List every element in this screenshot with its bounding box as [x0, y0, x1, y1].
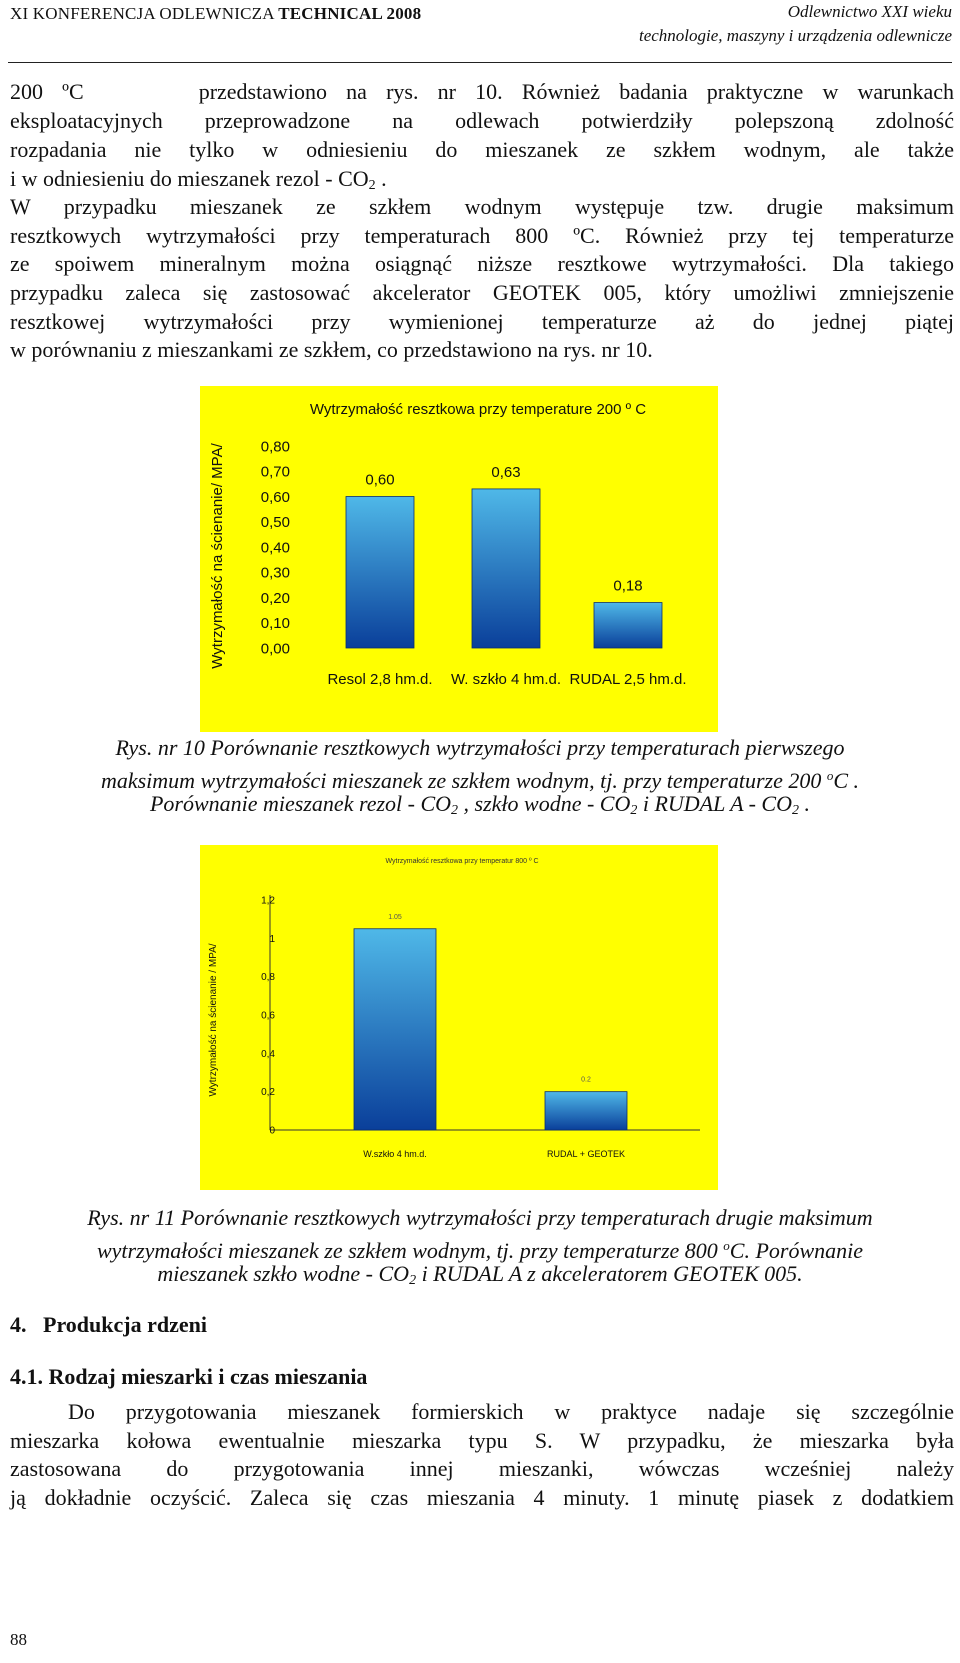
section-4-1-title: Rodzaj mieszarki i czas mieszania — [48, 1364, 368, 1389]
chart1-bar-value: 0,18 — [613, 577, 643, 595]
section-4-title: Produkcja rdzeni — [43, 1312, 207, 1337]
para1-line1-text: przedstawiono na rys. nr 10. Również badania praktyczne w warunkach — [198, 79, 955, 104]
caption10-l3d: . — [799, 791, 810, 816]
chart1-bar-value: 0,60 — [365, 471, 395, 489]
chart2-ytick: 1,2 — [261, 895, 275, 907]
header-journal-title: Odlewnictwo XXI wieku — [787, 2, 952, 21]
chart1-bar-value: 0,63 — [491, 463, 521, 481]
chart1-ytick: 0,40 — [260, 539, 290, 557]
para3-line2: mieszarka kołowa ewentualnie mieszarka typu S. W przypadku, że mieszarka była — [10, 1428, 954, 1453]
header-journal-subtitle: technologie, maszyny i urządzenia odlewnicze — [638, 26, 952, 45]
chart1-ytick: 0,50 — [260, 514, 290, 531]
para2-line5: resztkowej wytrzymałości przy wymienionej temperaturze aż do jednej piątej — [10, 309, 954, 334]
chart1-bar — [594, 603, 662, 648]
caption11-l3-sub: 2 — [409, 1273, 417, 1288]
caption10-l3b: , szkło wodne - CO — [458, 791, 631, 816]
caption11-l2b: C. Porównanie — [729, 1238, 864, 1263]
figure-11-chart — [200, 845, 718, 1190]
caption11-l2-sup: o — [723, 1238, 730, 1253]
chart1-ytick: 0,10 — [260, 615, 290, 632]
figure-11-caption-line3 — [0, 1260, 960, 1295]
chart1-ytick: 0,20 — [260, 589, 290, 607]
para3-line1: Do przygotowania mieszanek formierskich w praktyce nadaje się szczególnie — [68, 1399, 954, 1424]
chart2-bar — [545, 1092, 627, 1130]
chart1-title: Wytrzymałość resztkowa przy temperature 200 º C — [309, 401, 647, 418]
section-4-number: 4. — [10, 1312, 27, 1337]
page-number: 88 — [10, 1630, 27, 1649]
chart2-category-label: W.szkło 4 hm.d. — [363, 1149, 427, 1159]
figure-10-caption-line1: Rys. nr 10 Porównanie resztkowych wytrzymałości przy temperaturach pierwszego — [115, 735, 845, 760]
para1-line2: eksploatacyjnych przeprowadzone na odlewach potwierdziły polepszoną zdolność — [10, 108, 954, 133]
header-journal — [639, 0, 952, 48]
chart1-ytick: 0,80 — [260, 438, 290, 456]
chart1-ytick: 0,60 — [260, 488, 290, 506]
chart2-ytick: 0,2 — [261, 1087, 275, 1099]
caption11-l3a: mieszanek szkło wodne - CO — [157, 1261, 410, 1286]
para1-line4-end: . — [375, 166, 387, 191]
chart1-category-label: RUDAL 2,5 hm.d. — [569, 671, 687, 688]
para1-line4-sub: 2 — [368, 178, 376, 193]
para1-line4-text: i w odniesieniu do mieszanek rezol - CO — [10, 166, 369, 191]
caption10-l3-sub1: 2 — [451, 803, 459, 818]
chart1-ytick: 0,30 — [260, 564, 290, 582]
para3-line3: zastosowana do przygotowania innej mieszanki, wówczas wcześniej należy — [10, 1456, 954, 1481]
para1-line3: rozpadania nie tylko w odniesieniu do mieszanek ze szkłem wodnym, ale także — [10, 137, 954, 162]
header-conference — [10, 4, 421, 24]
chart2-bar — [354, 929, 436, 1130]
para2-line6: w porównaniu z mieszankami ze szkłem, co przedstawiono na rys. nr 10. — [10, 337, 653, 362]
chart1-ytick: 0,70 — [260, 463, 290, 481]
figure-11-caption-line1: Rys. nr 11 Porównanie resztkowych wytrzymałości przy temperaturach drugie maksimum — [87, 1205, 873, 1230]
caption11-l2a: wytrzymałości mieszanek ze szkłem wodnym, tj. przy temperaturze 800 — [96, 1238, 724, 1263]
para2-line1: W przypadku mieszanek ze szkłem wodnym występuje tzw. drugie maksimum — [10, 194, 954, 219]
para2-line3: ze spoiwem mineralnym można osiągnąć niższe resztkowe wytrzymałości. Dla takiego — [10, 251, 954, 276]
chart2-ytick: 1 — [269, 933, 275, 945]
chart1-ylabel: Wytrzymałość na ścienanie/ MPA/ — [209, 443, 226, 669]
chart2-bar-value: 0.2 — [581, 1076, 591, 1084]
caption10-l3-sub3: 2 — [792, 803, 799, 818]
para1-line1 — [10, 78, 954, 106]
chart1-bar — [346, 497, 414, 649]
section-4-heading — [10, 1312, 207, 1338]
header-divider — [8, 62, 952, 63]
caption10-l2-sup: o — [826, 768, 834, 783]
header-conference-prefix: XI KONFERENCJA ODLEWNICZA — [10, 4, 279, 23]
caption10-l3a: Porównanie mieszanek rezol - CO — [149, 791, 452, 816]
chart1-category-label: W. szkło 4 hm.d. — [450, 671, 562, 688]
chart1-ytick: 0,00 — [260, 640, 290, 658]
chart2-ytick: 0,8 — [261, 972, 275, 984]
chart2-background — [200, 845, 718, 1190]
para3-line4: ją dokładnie oczyścić. Zaleca się czas mieszania 4 minuty. 1 minutę piasek z dodatkiem — [10, 1485, 954, 1510]
figure-10-caption-line3 — [0, 790, 960, 825]
caption10-l3-sub2: 2 — [630, 803, 638, 818]
caption11-l3b: i RUDAL A z akceleratorem GEOTEK 005. — [416, 1261, 803, 1286]
section-4-1-heading — [10, 1364, 367, 1390]
chart2-ytick: 0 — [269, 1125, 275, 1137]
section-4-1-number: 4.1. — [10, 1364, 43, 1389]
para2-line2: resztkowych wytrzymałości przy temperaturach 800 ºC. Również przy tej temperaturze — [10, 223, 954, 248]
chart2-ylabel: Wytrzymałość na ścienanie / MPA/ — [208, 943, 219, 1097]
caption10-l2b: C . — [833, 768, 860, 793]
para2-line4: przypadku zaleca się zastosować akcelerator GEOTEK 005, który umożliwi zmniejszenie — [10, 280, 954, 305]
chart2-category-label: RUDAL + GEOTEK — [547, 1149, 625, 1159]
chart2-bar-value: 1.05 — [388, 913, 402, 921]
chart1-category-label: Resol 2,8 hm.d. — [327, 671, 433, 688]
chart2-ytick: 0,4 — [261, 1048, 275, 1060]
header-conference-bold: TECHNICAL 2008 — [278, 4, 422, 23]
figure-10-chart — [200, 386, 718, 732]
chart1-bar — [472, 489, 540, 648]
chart2-ytick: 0,6 — [261, 1010, 275, 1022]
caption10-l3c: i RUDAL A - CO — [637, 791, 792, 816]
para1-line1-temp: 200 ºC — [10, 79, 84, 104]
chart2-title: Wytrzymałość resztkowa przy temperatur 800 º C — [385, 858, 539, 865]
caption10-l2a: maksimum wytrzymałości mieszanek ze szkłem wodnym, tj. przy temperaturze 200 — [100, 768, 827, 793]
